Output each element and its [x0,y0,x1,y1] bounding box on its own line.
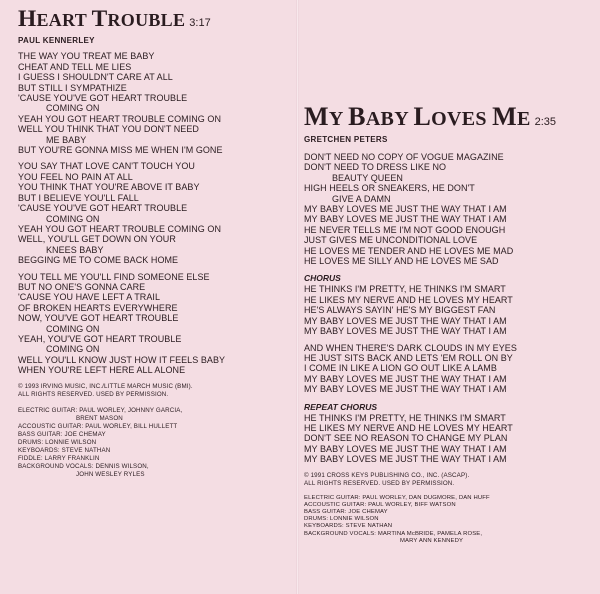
lyric-line: MY BABY LOVES ME JUST THE WAY THAT I AM [304,326,507,337]
lyric-line: MY BABY LOVES ME JUST THE WAY THAT I AM [304,214,507,225]
musician-credits [304,495,594,545]
lyric-line: GIVE A DAMN [332,193,391,204]
copyright-notice: © 1993 IRVING MUSIC, INC./LITTLE MARCH MUSIC (BMI). ALL RIGHTS RESERVED. USED BY PERMISSION. [18,382,193,398]
credit-line: FIDDLE: LARRY FRANKLIN [18,454,100,462]
lyric-line: YOU THINK THAT YOU'RE ABOVE IT BABY [18,182,200,193]
credit-line: ELECTRIC GUITAR: PAUL WORLEY, JOHNNY GARCIA, [18,406,183,414]
song-duration: 3:17 [189,17,211,29]
lyric-line: 'CAUSE YOU'VE GOT HEART TROUBLE [18,203,188,214]
songwriter: PAUL KENNERLEY [18,36,95,46]
lyric-line: HE LIKES MY NERVE AND HE LOVES MY HEART [304,422,513,433]
lyric-line: YOU TELL ME YOU'LL FIND SOMEONE ELSE [18,271,210,282]
lyric-line: BUT I BELIEVE YOU'LL FALL [18,192,139,203]
lyric-line: DON'T NEED NO COPY OF VOGUE MAGAZINE [304,152,504,162]
lyric-line: YEAH YOU GOT HEART TROUBLE COMING ON [18,223,222,234]
lyric-line: NOW, YOU'VE GOT HEART TROUBLE [18,313,179,324]
stanza-gap [304,395,594,401]
lyric-line: MY BABY LOVES ME JUST THE WAY THAT I AM [304,384,507,395]
lyric-line: 'CAUSE YOU HAVE LEFT A TRAIL [18,292,161,303]
lyrics-block [304,152,594,465]
lyric-line: YEAH YOU GOT HEART TROUBLE COMING ON [18,113,222,124]
lyric-line: HIGH HEELS OR SNEAKERS, HE DON'T [304,183,475,194]
credit-line: JOHN WESLEY RYLES [76,470,145,478]
copyright-notice: © 1991 CROSS KEYS PUBLISHING CO., INC. (ASCAP). ALL RIGHTS RESERVED. USED BY PERMISSION. [304,471,470,487]
credit-line: ACCOUSTIC GUITAR: PAUL WORLEY, BILL HULLETT [18,422,178,430]
lyric-line: KNEES BABY [46,244,104,255]
lyric-line: JUST GIVES ME UNCONDITIONAL LOVE [304,235,478,246]
lyric-line: 'CAUSE YOU'VE GOT HEART TROUBLE [18,93,188,104]
lyric-line: MY BABY LOVES ME JUST THE WAY THAT I AM [304,204,507,215]
lyric-line: WELL YOU'LL KNOW JUST HOW IT FEELS BABY [18,354,226,365]
lyric-line: MY BABY LOVES ME JUST THE WAY THAT I AM [304,315,507,326]
musician-credits [18,407,290,479]
lyric-line: HE LOVES ME SILLY AND HE LOVES ME SAD [304,256,499,267]
lyric-line: WHEN YOU'RE LEFT HERE ALL ALONE [18,365,186,376]
stanza-gap [304,266,594,272]
lyric-line: YOU FEEL NO PAIN AT ALL [18,171,133,182]
lyric-line: MY BABY LOVES ME JUST THE WAY THAT I AM [304,373,507,384]
lyric-line: HE'S ALWAYS SAYIN' HE'S MY BIGGEST FAN [304,305,496,316]
lyric-line: DON'T NEED TO DRESS LIKE NO [304,162,447,173]
lyric-line: COMING ON [46,344,100,355]
lyric-line: COMING ON [46,213,100,224]
lyric-line: HE LIKES MY NERVE AND HE LOVES MY HEART [304,294,513,305]
credit-line: ELECTRIC GUITAR: PAUL WORLEY, DAN DUGMORE, DAN HUFF [304,494,490,501]
credit-line: DRUMS: LONNIE WILSON [304,516,379,523]
credit-line: KEYBOARDS: STEVE NATHAN [18,446,111,454]
lyric-line: CHEAT AND TELL ME LIES [18,61,132,72]
lyric-line: WELL YOU THINK THAT YOU DON'T NEED [18,124,199,135]
credit-line: ACCOUSTIC GUITAR: PAUL WORLEY, BIFF WATSON [304,501,456,508]
lyric-line: COMING ON [46,323,100,334]
credit-line: MARY ANN KENNEDY [400,537,464,544]
credit-line: DRUMS: LONNIE WILSON [18,438,97,446]
lyric-line: HE THINKS I'M PRETTY, HE THINKS I'M SMART [304,412,506,423]
lyric-line: COMING ON [46,103,100,114]
song-heart-trouble [18,8,290,479]
credit-line: BASS GUITAR: JOE CHEMAY [304,508,388,515]
lyric-line: AND WHEN THERE'S DARK CLOUDS IN MY EYES [304,342,517,353]
lyric-line: MY BABY LOVES ME JUST THE WAY THAT I AM [304,454,507,465]
credit-line: BRENT MASON [76,414,123,422]
lyric-line: YEAH, YOU'VE GOT HEART TROUBLE [18,333,182,344]
lyric-line: BUT YOU'RE GONNA MISS ME WHEN I'M GONE [18,145,223,156]
lyric-line: DON'T SEE NO REASON TO CHANGE MY PLAN [304,433,508,444]
lyric-line: HE THINKS I'M PRETTY, HE THINKS I'M SMART [304,284,506,295]
song-my-baby-loves-me [304,104,594,545]
lyric-line: HE JUST SITS BACK AND LETS 'EM ROLL ON BY [304,352,513,363]
lyric-line: ME BABY [46,134,87,145]
lyric-line: OF BROKEN HEARTS EVERYWHERE [18,302,178,313]
section-label: REPEAT CHORUS [304,401,378,412]
lyric-line: BEAUTY QUEEN [332,172,403,183]
lyric-line: THE WAY YOU TREAT ME BABY [18,51,155,62]
credit-line: BASS GUITAR: JOE CHEMAY [18,430,106,438]
lyric-line: WELL, YOU'LL GET DOWN ON YOUR [18,234,176,245]
credit-line: BACKGROUND VOCALS: MARTINA McBRIDE, PAMELA ROSE, [304,530,483,537]
credit-line: KEYBOARDS: STEVE NATHAN [304,523,393,530]
lyric-line: BEGGING ME TO COME BACK HOME [18,255,179,266]
credit-line: BACKGROUND VOCALS: DENNIS WILSON, [18,462,149,470]
songwriter: GRETCHEN PETERS [304,135,388,144]
lyric-line: I GUESS I SHOULDN'T CARE AT ALL [18,72,173,83]
lyric-line: MY BABY LOVES ME JUST THE WAY THAT I AM [304,443,507,454]
lyric-line: HE LOVES ME TENDER AND HE LOVES ME MAD [304,245,514,256]
song-title: HEART TROUBLE 3:17 [18,6,211,32]
song-duration: 2:35 [534,116,557,128]
section-label: CHORUS [304,273,341,284]
lyric-line: HE NEVER TELLS ME I'M NOT GOOD ENOUGH [304,224,506,235]
lyrics-block [18,51,290,375]
lyric-line: I COME IN LIKE A LION GO OUT LIKE A LAMB [304,363,497,374]
lyric-line: YOU SAY THAT LOVE CAN'T TOUCH YOU [18,161,195,172]
song-title: MY BABY LOVES ME 2:35 [304,102,557,131]
lyric-line: BUT NO ONE'S GONNA CARE [18,281,146,292]
page-fold-divider [296,0,299,594]
lyric-line: BUT STILL I SYMPATHIZE [18,82,127,93]
